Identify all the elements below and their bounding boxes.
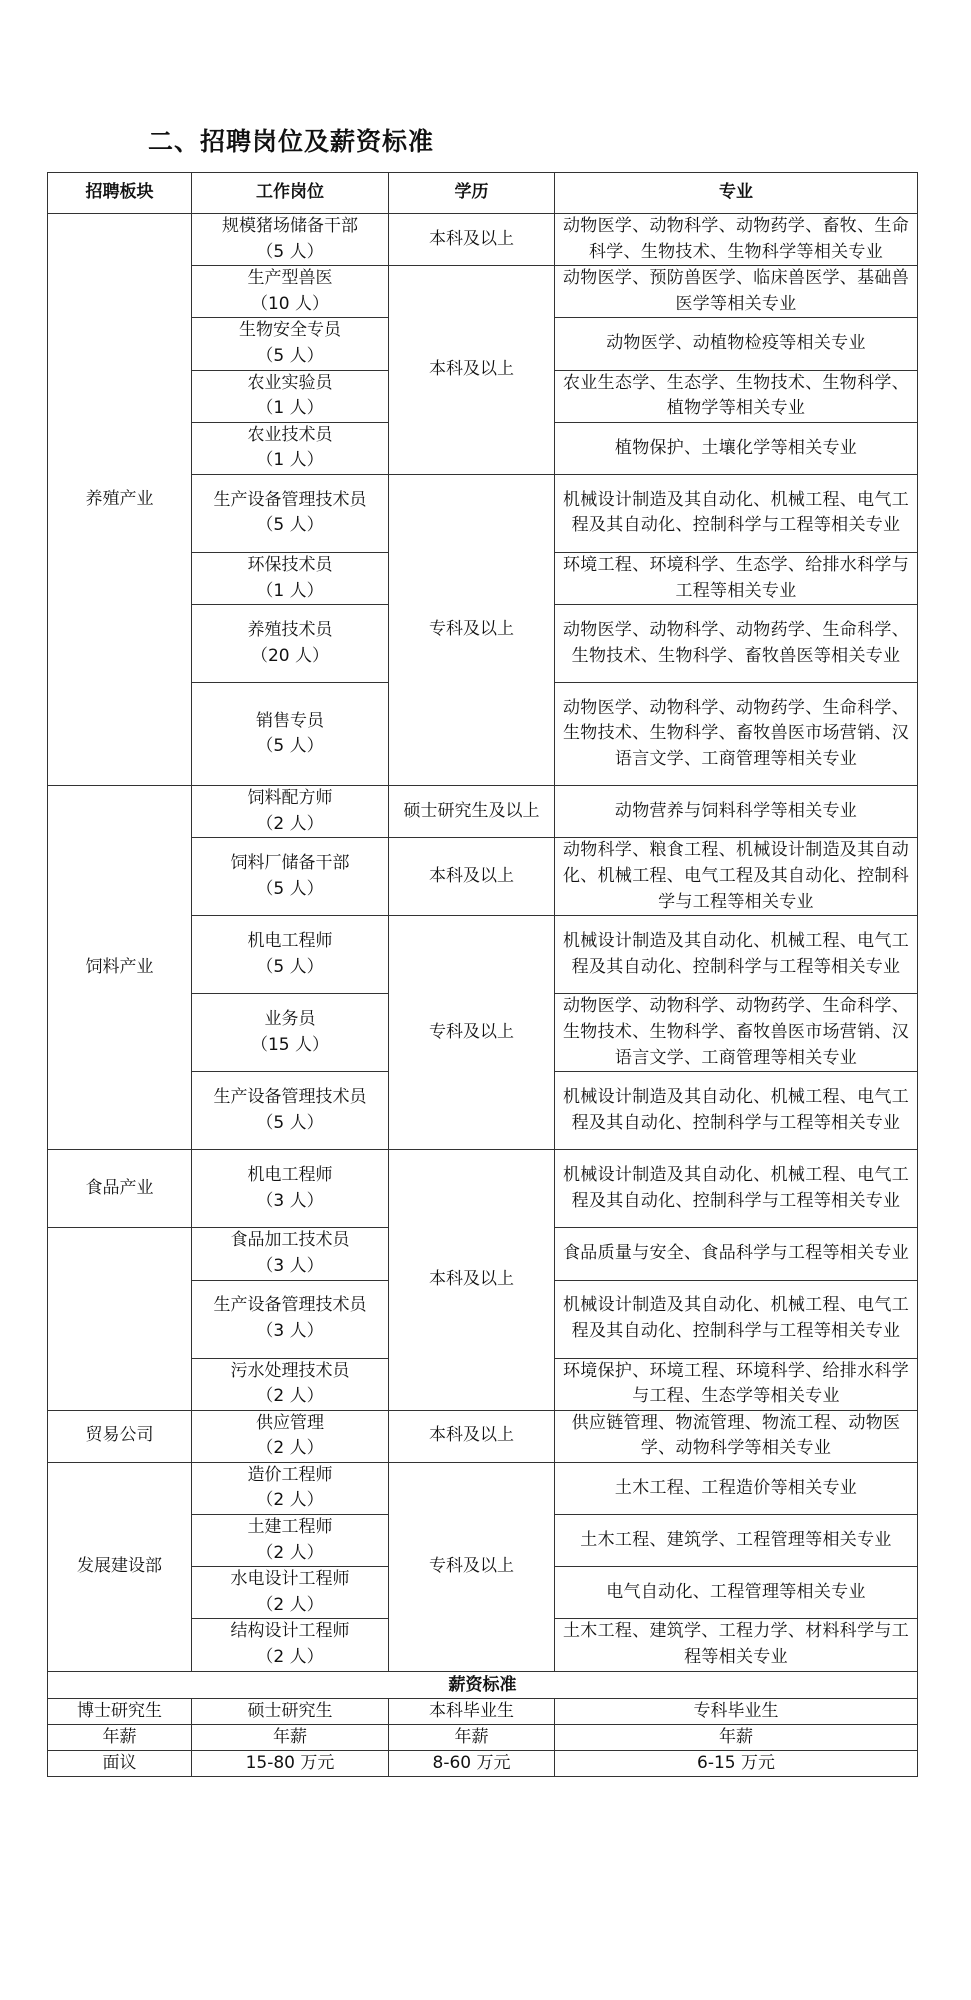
table-row [48,1410,918,1462]
position-cell: 农业技术员 （1 人） [192,422,389,474]
table-row [48,214,918,266]
major-cell: 土木工程、建筑学、工程力学、材料科学与工程等相关专业 [555,1619,918,1671]
salary-type: 年薪 [192,1724,389,1750]
major-cell: 环境保护、环境工程、环境科学、给排水科学与工程、生态学等相关专业 [555,1358,918,1410]
major-cell: 机械设计制造及其自动化、机械工程、电气工程及其自动化、控制科学与工程等相关专业 [555,1150,918,1228]
education-cell: 本科及以上 [389,1150,555,1410]
major-cell: 植物保护、土壤化学等相关专业 [555,422,918,474]
major-cell: 土木工程、工程造价等相关专业 [555,1462,918,1514]
major-cell: 机械设计制造及其自动化、机械工程、电气工程及其自动化、控制科学与工程等相关专业 [555,916,918,994]
salary-amount: 6-15 万元 [555,1750,918,1776]
position-cell: 污水处理技术员 （2 人） [192,1358,389,1410]
major-cell: 动物医学、动物科学、动物药学、生命科学、生物技术、生物科学、畜牧兽医等相关专业 [555,605,918,683]
salary-amount: 8-60 万元 [389,1750,555,1776]
position-cell: 生产型兽医 （10 人） [192,266,389,318]
major-cell: 动物医学、动物科学、动物药学、生命科学、生物技术、生物科学、畜牧兽医市场营销、汉语言文学、工商管理等相关专业 [555,683,918,786]
education-cell: 本科及以上 [389,838,555,916]
position-cell: 生产设备管理技术员 （3 人） [192,1280,389,1358]
salary-type: 年薪 [389,1724,555,1750]
position-cell: 生产设备管理技术员 （5 人） [192,1072,389,1150]
position-cell: 食品加工技术员 （3 人） [192,1228,389,1280]
major-cell: 动物医学、动物科学、动物药学、畜牧、生命科学、生物技术、生物科学等相关专业 [555,214,918,266]
position-cell: 养殖技术员 （20 人） [192,605,389,683]
salary-level: 博士研究生 [48,1698,192,1724]
position-cell: 机电工程师 （3 人） [192,1150,389,1228]
header-position: 工作岗位 [192,173,389,214]
position-cell: 生产设备管理技术员 （5 人） [192,474,389,552]
position-cell: 环保技术员 （1 人） [192,552,389,604]
salary-title: 薪资标准 [48,1671,918,1698]
position-cell: 销售专员 （5 人） [192,683,389,786]
major-cell: 机械设计制造及其自动化、机械工程、电气工程及其自动化、控制科学与工程等相关专业 [555,1072,918,1150]
major-cell: 机械设计制造及其自动化、机械工程、电气工程及其自动化、控制科学与工程等相关专业 [555,1280,918,1358]
sector-cell-empty [48,1228,192,1410]
major-cell: 食品质量与安全、食品科学与工程等相关专业 [555,1228,918,1280]
salary-amount: 面议 [48,1750,192,1776]
major-cell: 土木工程、建筑学、工程管理等相关专业 [555,1515,918,1567]
salary-title-row [48,1671,918,1698]
major-cell: 动物科学、粮食工程、机械设计制造及其自动化、机械工程、电气工程及其自动化、控制科学与工程等相关专业 [555,838,918,916]
education-cell: 专科及以上 [389,916,555,1150]
major-cell: 动物医学、预防兽医学、临床兽医学、基础兽医学等相关专业 [555,266,918,318]
table-row [48,1462,918,1514]
major-cell: 动物营养与饲料科学等相关专业 [555,786,918,838]
table-row [48,1150,918,1228]
position-cell: 土建工程师 （2 人） [192,1515,389,1567]
position-cell: 饲料厂储备干部 （5 人） [192,838,389,916]
position-cell: 规模猪场储备干部 （5 人） [192,214,389,266]
position-cell: 业务员 （15 人） [192,994,389,1072]
salary-type: 年薪 [48,1724,192,1750]
position-cell: 机电工程师 （5 人） [192,916,389,994]
salary-amount-row [48,1750,918,1776]
position-cell: 结构设计工程师 （2 人） [192,1619,389,1671]
major-cell: 农业生态学、生态学、生物技术、生物科学、植物学等相关专业 [555,370,918,422]
sector-cell: 贸易公司 [48,1410,192,1462]
salary-level: 本科毕业生 [389,1698,555,1724]
sector-cell: 食品产业 [48,1150,192,1228]
sector-cell: 养殖产业 [48,214,192,786]
position-cell: 农业实验员 （1 人） [192,370,389,422]
table-header-row [48,173,918,214]
salary-type: 年薪 [555,1724,918,1750]
position-cell: 水电设计工程师 （2 人） [192,1567,389,1619]
table-row [48,786,918,838]
header-sector: 招聘板块 [48,173,192,214]
section-heading: 二、招聘岗位及薪资标准 [148,127,435,156]
education-cell: 本科及以上 [389,214,555,266]
salary-level: 硕士研究生 [192,1698,389,1724]
sector-cell: 饲料产业 [48,786,192,1150]
education-cell: 专科及以上 [389,474,555,785]
position-cell: 造价工程师 （2 人） [192,1462,389,1514]
major-cell: 电气自动化、工程管理等相关专业 [555,1567,918,1619]
major-cell: 环境工程、环境科学、生态学、给排水科学与工程等相关专业 [555,552,918,604]
major-cell: 动物医学、动物科学、动物药学、生命科学、生物技术、生物科学、畜牧兽医市场营销、汉语言文学、工商管理等相关专业 [555,994,918,1072]
salary-level-row [48,1698,918,1724]
salary-amount: 15-80 万元 [192,1750,389,1776]
position-cell: 生物安全专员 （5 人） [192,318,389,370]
recruitment-table [47,172,918,1777]
sector-cell: 发展建设部 [48,1462,192,1671]
position-cell: 饲料配方师 （2 人） [192,786,389,838]
education-cell: 本科及以上 [389,266,555,475]
major-cell: 供应链管理、物流管理、物流工程、动物医学、动物科学等相关专业 [555,1410,918,1462]
header-major: 专业 [555,173,918,214]
header-education: 学历 [389,173,555,214]
major-cell: 动物医学、动植物检疫等相关专业 [555,318,918,370]
major-cell: 机械设计制造及其自动化、机械工程、电气工程及其自动化、控制科学与工程等相关专业 [555,474,918,552]
education-cell: 硕士研究生及以上 [389,786,555,838]
position-cell: 供应管理 （2 人） [192,1410,389,1462]
education-cell: 专科及以上 [389,1462,555,1671]
education-cell: 本科及以上 [389,1410,555,1462]
salary-type-row [48,1724,918,1750]
salary-level: 专科毕业生 [555,1698,918,1724]
